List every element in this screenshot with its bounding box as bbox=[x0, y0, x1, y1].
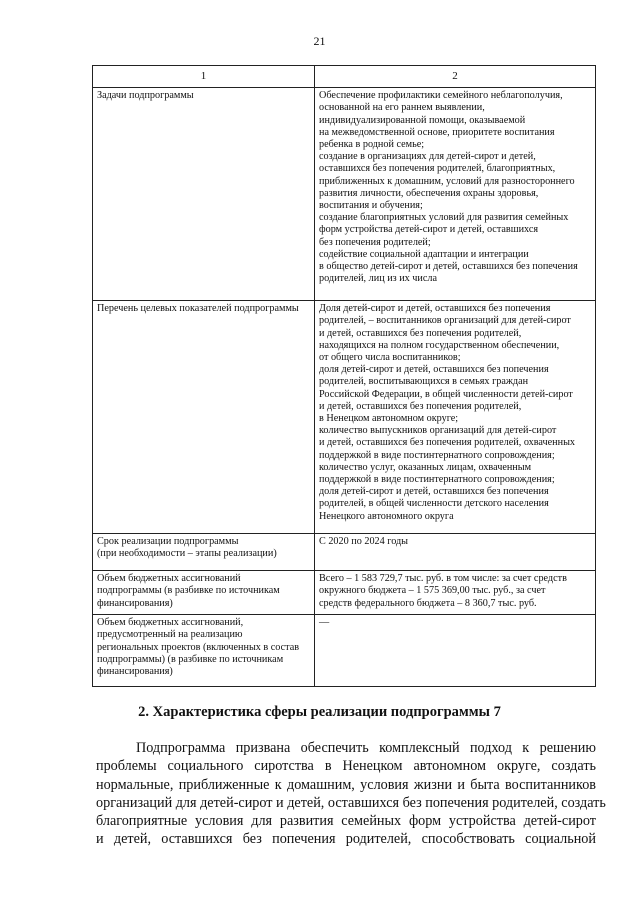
body-line: проблемы социального сиротства в Ненецком автономном округе, создать bbox=[96, 758, 596, 775]
row-value-line: окружного бюджета – 1 575 369,00 тыс. руб., за счет bbox=[319, 585, 546, 597]
row-value-line: С 2020 по 2024 годы bbox=[319, 536, 409, 548]
row-value-line: Всего – 1 583 729,7 тыс. руб. в том числе: за счет средств bbox=[319, 573, 567, 585]
row-value-line: поддержкой в виде постинтернатного сопровождения; bbox=[319, 449, 555, 461]
column-header-1: 1 bbox=[93, 66, 315, 88]
table-row bbox=[93, 88, 596, 301]
body-line: Подпрограмма призвана обеспечить комплексный подход к решению bbox=[136, 740, 596, 756]
row-label-line: предусмотренный на реализацию bbox=[97, 629, 243, 641]
section-title: 2. Характеристика сферы реализации подпрограммы 7 bbox=[138, 704, 501, 720]
row-value-line: доля детей-сирот и детей, оставшихся без попечения bbox=[319, 486, 549, 498]
row-label-line: Срок реализации подпрограммы bbox=[97, 536, 239, 548]
row-value-line: и детей, оставшихся без попечения родителей, bbox=[319, 327, 522, 339]
row-value-line: развития личности, обеспечения охраны здоровья, bbox=[319, 187, 539, 199]
row-label-budget bbox=[93, 571, 315, 615]
row-value-line: Обеспечение профилактики семейного неблагополучия, bbox=[319, 90, 563, 102]
row-value-line: и детей, оставшихся без попечения родителей, bbox=[319, 400, 522, 412]
row-label-line: Объем бюджетных ассигнований bbox=[97, 573, 241, 585]
row-value-line: на межведомственной основе, приоритете воспитания bbox=[319, 126, 555, 138]
row-label-indicators bbox=[93, 301, 315, 534]
body-line: нормальные, приближенные к домашним, условия жизни и быта воспитанников bbox=[96, 776, 596, 793]
row-value-term bbox=[315, 534, 596, 571]
row-value-line: и детей, оставшихся без попечения родителей, охваченных bbox=[319, 437, 576, 449]
row-value-line: содействие социальной адаптации и интеграции bbox=[319, 248, 529, 260]
table-header-row bbox=[93, 66, 596, 88]
row-value-line: ребенка в родной семье; bbox=[319, 139, 425, 151]
subprogram-passport-table bbox=[92, 65, 596, 687]
row-value-line: создание в организациях для детей-сирот и детей, bbox=[319, 151, 536, 163]
row-value-line: форм устройства детей-сирот и детей, оставшихся bbox=[319, 224, 539, 236]
row-value-line: Российской Федерации, в общей численности детей-сирот bbox=[319, 388, 573, 400]
row-value-line: приближенных к домашним, условий для разностороннего bbox=[319, 175, 575, 187]
row-value-line: в Ненецком автономном округе; bbox=[319, 413, 459, 425]
row-label-line: финансирования) bbox=[97, 666, 173, 678]
row-label-line: Объем бюджетных ассигнований, bbox=[97, 617, 244, 629]
row-label-line: Перечень целевых показателей подпрограммы bbox=[97, 303, 299, 315]
row-label-line: Задачи подпрограммы bbox=[97, 90, 194, 102]
row-value-line: количество услуг, оказанных лицам, охваченным bbox=[319, 461, 532, 473]
row-value-line: Доля детей-сирот и детей, оставшихся без попечения bbox=[319, 303, 551, 315]
row-value-line: индивидуализированной помощи, оказываемой bbox=[319, 114, 526, 126]
row-value-line: родителей, лиц из их числа bbox=[319, 273, 438, 285]
page-number: 21 bbox=[313, 34, 326, 48]
table-row bbox=[93, 534, 596, 571]
row-value-line: поддержкой в виде постинтернатного сопровождения; bbox=[319, 474, 555, 486]
row-value-line: оставшихся без попечения родителей, благоприятных, bbox=[319, 163, 556, 175]
row-label-tasks bbox=[93, 88, 315, 301]
body-line: благоприятные условия для развития семейных форм устройства детей-сирот bbox=[96, 813, 596, 830]
table-row bbox=[93, 571, 596, 615]
row-label-line: региональных проектов (включенных в состав bbox=[97, 641, 300, 653]
row-value-line: родителей, воспитывающихся в семьях граждан bbox=[319, 376, 529, 388]
row-value-line: воспитания и обучения; bbox=[319, 200, 423, 212]
row-value-budget bbox=[315, 571, 596, 615]
row-value-line: без попечения родителей; bbox=[319, 236, 431, 248]
row-value-line: родителей, в общей численности детского населения bbox=[319, 498, 549, 510]
row-value-line: средств федерального бюджета – 8 360,7 тыс. руб. bbox=[319, 597, 537, 609]
row-value-indicators bbox=[315, 301, 596, 534]
body-line: и детей, оставшихся без попечения родителей, способствовать социальной bbox=[96, 831, 596, 848]
row-value-regional-projects bbox=[315, 615, 596, 687]
row-label-regional-projects bbox=[93, 615, 315, 687]
row-value-line: доля детей-сирот и детей, оставшихся без попечения bbox=[319, 364, 549, 376]
table-row bbox=[93, 301, 596, 534]
row-value-line: в общество детей-сирот и детей, оставшихся без попечения bbox=[319, 261, 578, 273]
row-label-line: (при необходимости – этапы реализации) bbox=[97, 548, 277, 560]
row-label-line: финансирования) bbox=[97, 597, 173, 609]
row-value-line: — bbox=[319, 617, 330, 629]
row-value-tasks bbox=[315, 88, 596, 301]
section-body bbox=[96, 739, 606, 849]
row-label-line: подпрограммы) (в разбивке по источникам bbox=[97, 653, 284, 665]
row-value-line: количество выпускников организаций для детей-сирот bbox=[319, 425, 557, 437]
row-value-line: находящихся на полном государственном обеспечении, bbox=[319, 339, 560, 351]
row-value-line: Ненецкого автономного округа bbox=[319, 510, 454, 522]
row-value-line: основанной на его раннем выявлении, bbox=[319, 102, 485, 114]
body-line: организаций для детей-сирот и детей, оставшихся без попечения родителей, создать bbox=[96, 794, 606, 811]
row-label-term bbox=[93, 534, 315, 571]
row-value-line: родителей, – воспитанников организаций для детей-сирот bbox=[319, 315, 571, 327]
table-row bbox=[93, 615, 596, 687]
row-value-line: создание благоприятных условий для развития семейных bbox=[319, 212, 569, 224]
column-header-2: 2 bbox=[315, 66, 596, 88]
row-value-line: от общего числа воспитанников; bbox=[319, 352, 461, 364]
row-label-line: подпрограммы (в разбивке по источникам bbox=[97, 585, 280, 597]
